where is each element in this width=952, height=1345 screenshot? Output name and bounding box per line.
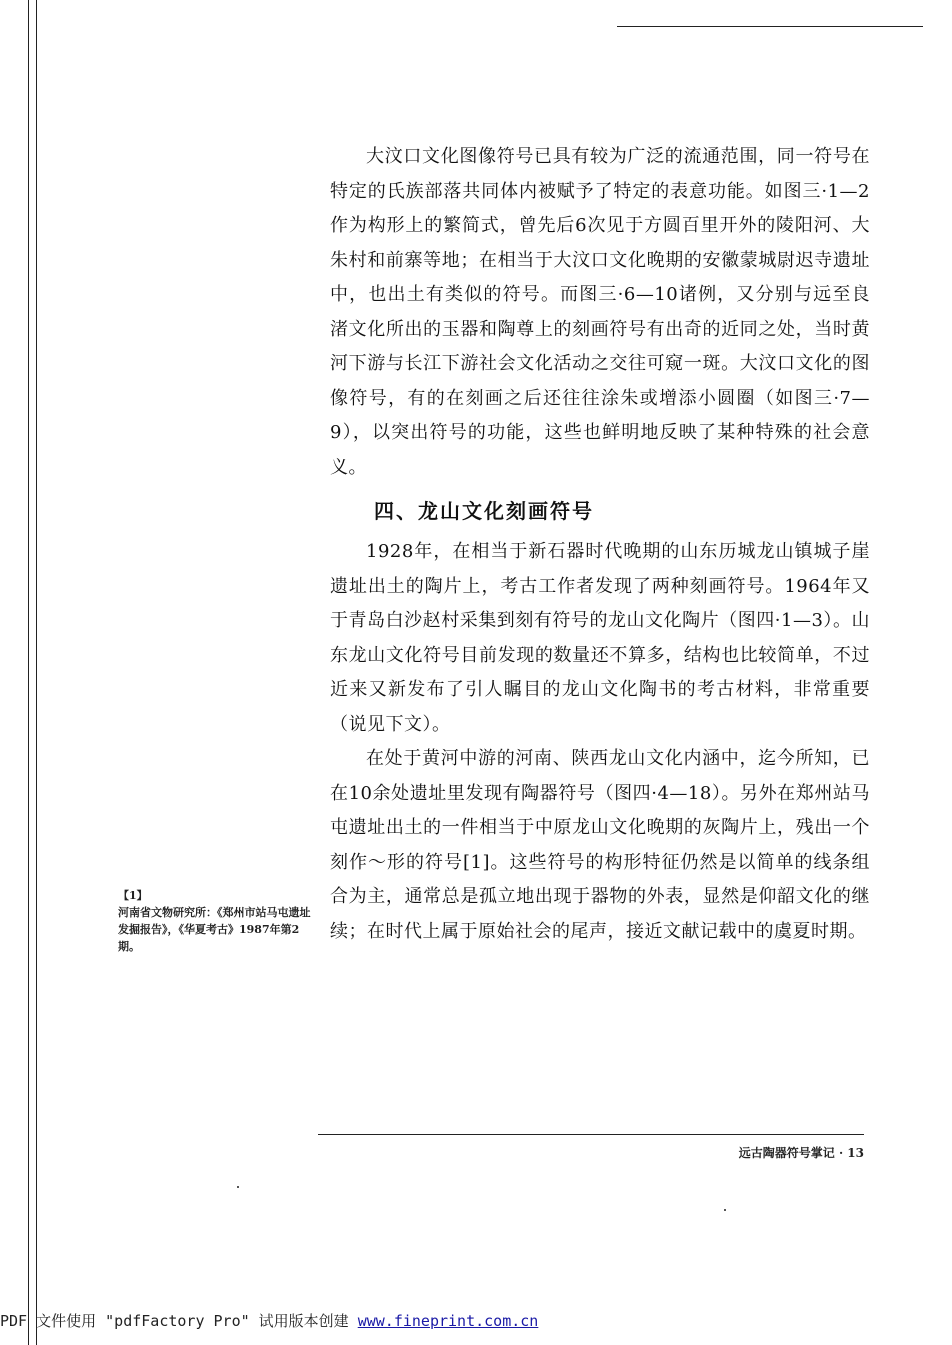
section-heading: 四、龙山文化刻画符号 — [374, 499, 594, 523]
binding-line-left — [28, 0, 29, 1345]
sidenote — [118, 887, 314, 955]
paragraph-longshan-1: 1928年，在相当于新石器时代晚期的山东历城龙山镇城子崖遗址出土的陶片上，考古工作者发现了两种刻画符号。1964年又于青岛白沙赵村采集到刻有符号的龙山文化陶片（图四·1—3）。山东龙山文化符号目前发现的数量还不算多，结构也比较简单，不过近来又新发布了引人瞩目的龙山文化陶书的考古材料，非常重要（说见下文）。 — [330, 541, 870, 735]
main-body — [330, 140, 870, 949]
sidenote-number: 【1】 — [118, 889, 148, 902]
header-rule — [617, 26, 923, 27]
paragraph-longshan-2: 在处于黄河中游的河南、陕西龙山文化内涵中，迄今所知，已在10余处遗址里发现有陶器符号（图四·4—18）。另外在郑州站马屯遗址出土的一件相当于中原龙山文化晚期的灰陶片上，残出一个刻作〜形的符号[1]。这些符号的构形特征仍然是以简单的线条组合为主，通常总是孤立地出现于器物的外表，显然是仰韶文化的继续；在时代上属于原始社会的尾声，接近文献记载中的虞夏时期。 — [330, 748, 870, 942]
scan-speck — [237, 1186, 239, 1188]
pdf-footer — [0, 1310, 538, 1331]
binding-line-right — [36, 0, 37, 1345]
paragraph-dawenkou: 大汶口文化图像符号已具有较为广泛的流通范围，同一符号在特定的氏族部落共同体内被赋予了特定的表意功能。如图三·1—2作为构形上的繁简式，曾先后6次见于方圆百里开外的陵阳河、大朱村和前寨等地；在相当于大汶口文化晚期的安徽蒙城尉迟寺遗址中，也出土有类似的符号。而图三·6—10诸例，又分别与远至良渚文化所出的玉器和陶尊上的刻画符号有出奇的近同之处，当时黄河下游与长江下游社会文化活动之交往可窥一斑。大汶口文化的图像符号，有的在刻画之后还往往涂朱或增添小圆圈（如图三·7—9），以突出符号的功能，这些也鲜明地反映了某种特殊的社会意义。 — [330, 146, 870, 478]
pdf-footer-text: PDF 文件使用 "pdfFactory Pro" 试用版本创建 — [0, 1312, 358, 1330]
footer-rule — [318, 1134, 864, 1135]
pdf-footer-link[interactable]: www.fineprint.com.cn — [357, 1312, 539, 1330]
running-footer: 远古陶器符号掌记 · 13 — [738, 1146, 864, 1160]
sidenote-text: 河南省文物研究所：《郑州市站马屯遗址发掘报告》，《华夏考古》1987年第2期。 — [118, 906, 311, 953]
scan-speck — [724, 1209, 726, 1211]
